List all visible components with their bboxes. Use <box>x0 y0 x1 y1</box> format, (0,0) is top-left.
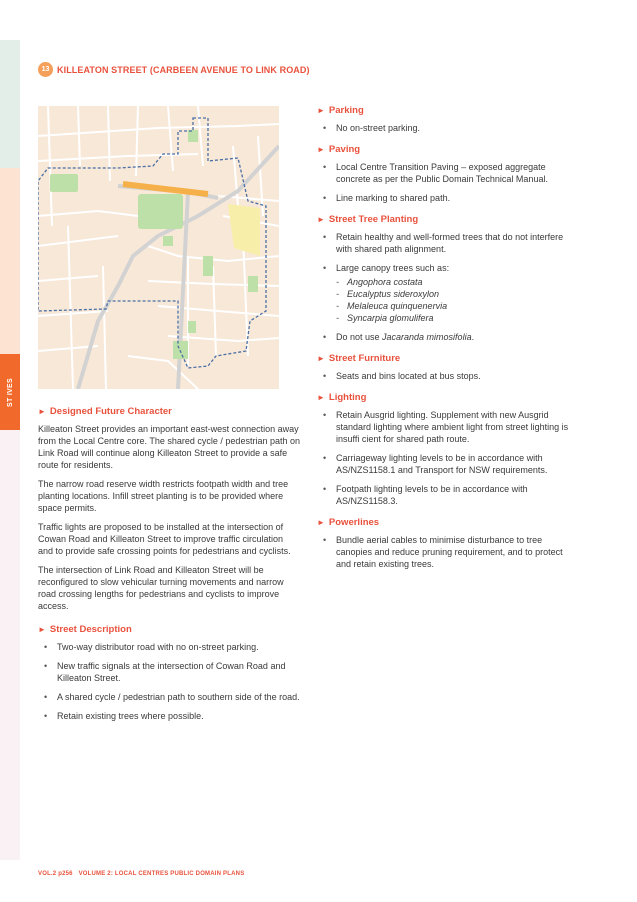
street-furniture-list <box>317 370 575 382</box>
side-strip-lower <box>0 430 20 860</box>
species-list <box>336 276 575 324</box>
paragraph: The intersection of Link Road and Killeaton Street will be reconfigured to slow vehicular turning movements and narrow road crossing lengths for pedestrians and cyclists to improve access. <box>38 565 284 611</box>
list-item: • Two-way distributor road with no on-street parking. <box>38 641 300 653</box>
street-description-title: Street Description <box>49 624 132 635</box>
list-item: • Footpath lighting levels to be in accordance with AS/NZS1158.3. <box>317 483 575 507</box>
list-item: • Carriageway lighting levels to be in accordance with AS/NZS1158.1 and Transport for NSW requirements. <box>317 452 575 476</box>
page-number: VOL.2 p256 <box>38 871 73 877</box>
list-item: • Line marking to shared path. <box>317 192 575 204</box>
paving-section <box>317 144 575 204</box>
lighting-list <box>317 409 575 507</box>
list-item: • New traffic signals at the intersection of Cowan Road and Killeaton Street. <box>38 660 300 684</box>
paragraph: Traffic lights are proposed to be installed at the intersection of Cowan Road and Killeaton Street to improve traffic circulation and to provide safe crossing points for pedestrians and cyclists. <box>38 522 291 556</box>
street-tree-planting-heading <box>317 214 575 225</box>
page-footer <box>38 871 248 877</box>
powerlines-list <box>317 534 575 570</box>
street-description-list <box>38 641 300 722</box>
parking-heading <box>317 105 575 116</box>
species-item: - Eucalyptus sideroxylon <box>336 288 575 300</box>
street-tree-planting-list <box>317 231 575 343</box>
paving-list <box>317 161 575 204</box>
right-column <box>317 105 575 580</box>
arrow-right-icon: ► <box>317 354 325 363</box>
arrow-right-icon: ► <box>38 625 46 634</box>
powerlines-heading <box>317 517 575 528</box>
list-item: • Bundle aerial cables to minimise disturbance to tree canopies and reduce pruning requirement, and to protect and retain existing trees. <box>317 534 575 570</box>
side-strip-top <box>0 40 20 168</box>
side-strip-upper <box>0 168 20 354</box>
lighting-title: Lighting <box>328 392 367 403</box>
side-tab-label-wrap <box>0 354 20 430</box>
paving-title: Paving <box>328 144 361 155</box>
list-item: • Seats and bins located at bus stops. <box>317 370 575 382</box>
side-tab-label: ST IVES <box>6 377 14 407</box>
section-heading <box>38 62 310 77</box>
arrow-right-icon: ► <box>317 145 325 154</box>
list-item: • Local Centre Transition Paving – exposed aggregate concrete as per the Public Domain Technical Manual. <box>317 161 575 185</box>
lighting-section <box>317 392 575 507</box>
paving-heading <box>317 144 575 155</box>
list-item-with-species <box>317 262 575 324</box>
designed-future-character-heading <box>38 406 300 417</box>
list-item <box>317 331 575 343</box>
list-item: • No on-street parking. <box>317 122 575 134</box>
arrow-right-icon: ► <box>317 518 325 527</box>
street-tree-planting-section <box>317 214 575 343</box>
arrow-right-icon: ► <box>317 106 325 115</box>
section-number-badge: 13 <box>38 62 53 77</box>
list-item-text: Do not use <box>336 332 383 342</box>
list-item: • Retain Ausgrid lighting. Supplement with new Ausgrid standard lighting where ambient light from street lighting is insuffi cient for shared path route. <box>317 409 575 445</box>
street-description-section <box>38 624 300 722</box>
street-map-graphic <box>38 106 279 389</box>
arrow-right-icon: ► <box>38 407 46 416</box>
arrow-right-icon: ► <box>317 393 325 402</box>
arrow-right-icon: ► <box>317 215 325 224</box>
powerlines-title: Powerlines <box>328 517 380 528</box>
left-column <box>38 406 300 732</box>
list-item: • Retain healthy and well-formed trees that do not interfere with shared path alignment. <box>317 231 575 255</box>
parking-section <box>317 105 575 134</box>
street-furniture-title: Street Furniture <box>328 353 401 364</box>
street-furniture-heading <box>317 353 575 364</box>
species-name: Jacaranda mimosifolia <box>382 332 472 342</box>
powerlines-section <box>317 517 575 570</box>
street-map <box>38 106 279 389</box>
section-title: KILLEATON STREET (CARBEEN AVENUE TO LINK ROAD) <box>57 64 310 75</box>
species-item: - Angophora costata <box>336 276 575 288</box>
punctuation: . <box>471 332 475 342</box>
species-item: - Syncarpia glomulifera <box>336 312 575 324</box>
designed-future-character-title: Designed Future Character <box>49 406 172 417</box>
list-item: • Retain existing trees where possible. <box>38 710 300 722</box>
designed-future-character-section <box>38 406 300 612</box>
street-furniture-section <box>317 353 575 382</box>
parking-list <box>317 122 575 134</box>
paragraph: The narrow road reserve width restricts footpath width and tree planting locations. Infill street planting is to be provided where space permits. <box>38 479 289 513</box>
parking-title: Parking <box>328 105 364 116</box>
volume-title: VOLUME 2: LOCAL CENTRES PUBLIC DOMAIN PLANS <box>78 871 245 877</box>
street-description-heading <box>38 624 300 635</box>
street-tree-planting-title: Street Tree Planting <box>328 214 419 225</box>
list-item: • A shared cycle / pedestrian path to southern side of the road. <box>38 691 300 703</box>
list-item-text: Large canopy trees such as: <box>336 263 450 273</box>
paragraph: Killeaton Street provides an important east-west connection away from the Local Centre core. The shared cycle / pedestrian path on Link Road will continue along Killeaton Street to provide a safe route for residents. <box>38 424 300 470</box>
species-item: - Melaleuca quinquenervia <box>336 300 575 312</box>
lighting-heading <box>317 392 575 403</box>
